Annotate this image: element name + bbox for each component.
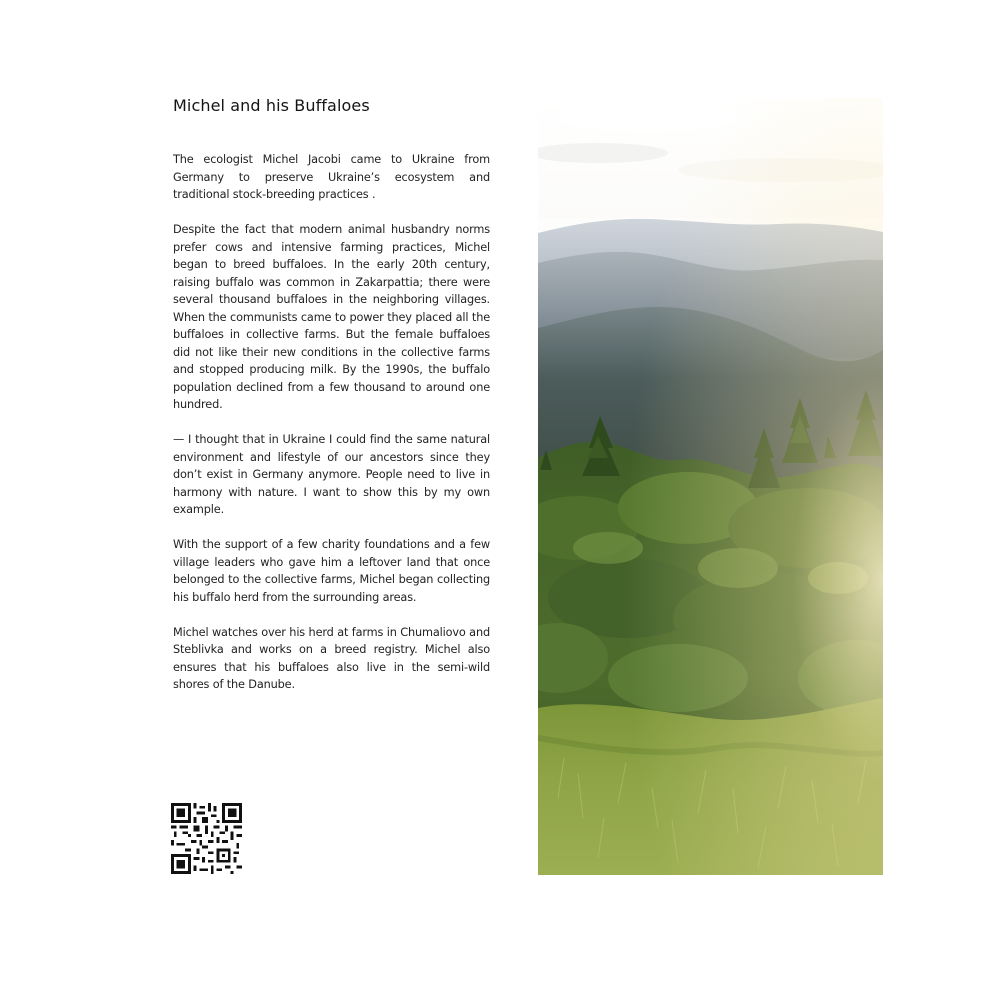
paragraph-history: Despite the fact that modern animal husbandry norms prefer cows and intensive farming practices, Michel began to breed buffaloes. In the early 20th century, raising buffalo was common in Zakarpattia; there were several thousand buffaloes in the neighboring villages. When the communists came to power they placed all the buffaloes in collective farms. But the female buffaloes did not like their new conditions in the collective farms and stopped producing milk. By the 1990s, the buffalo population declined from a few thousand to around one hundred. [173,223,490,411]
qr-code-icon [171,803,242,874]
paragraph-intro: The ecologist Michel Jacobi came to Ukraine from Germany to preserve Ukraine’s ecosystem and traditional stock-breeding practices . [173,153,490,201]
mountain-landscape-photo [538,98,883,875]
paragraph-support: With the support of a few charity foundations and a few village leaders who gave him a leftover land that once belonged to the collective farms, Michel began collecting his buffalo herd from the surrounding areas. [173,538,490,604]
article-body [173,151,490,711]
qr-code[interactable] [171,803,242,874]
article-title: Michel and his Buffaloes [173,96,370,115]
paragraph-quote: — I thought that in Ukraine I could find the same natural environment and lifestyle of our ancestors since they don’t exist in Germany anymore. People need to live in harmony with nature. I want to show this by my own example. [173,433,490,516]
paragraph-herd: Michel watches over his herd at farms in Chumaliovo and Steblivka and works on a breed registry. Michel also ensures that his buffaloes also live in the semi-wild shores of the Danube. [173,625,490,691]
landscape-illustration [538,98,883,875]
